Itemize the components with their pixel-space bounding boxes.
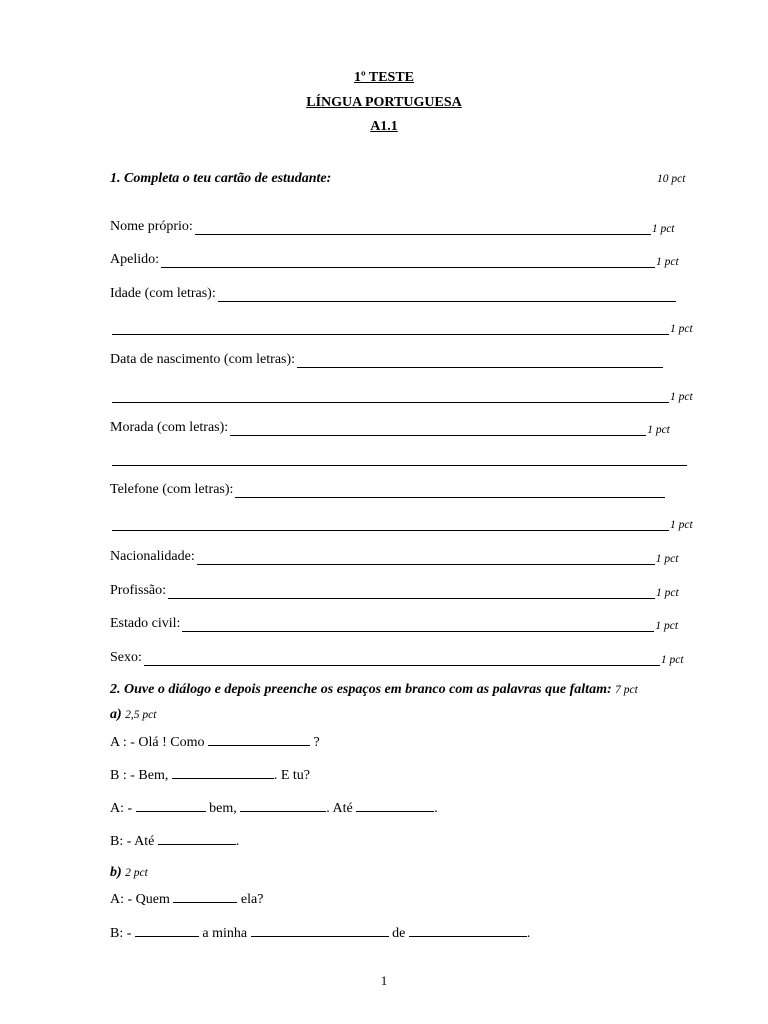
dialogue-text: . bbox=[235, 834, 240, 849]
telefone-input-line-2[interactable] bbox=[112, 517, 669, 531]
idade-input-line-2[interactable] bbox=[112, 321, 669, 335]
field-points: 1 pct bbox=[656, 256, 679, 268]
part-a-points: 2,5 pct bbox=[125, 709, 157, 721]
field-points: 1 pct bbox=[660, 654, 684, 666]
field-telefone-continued bbox=[110, 513, 693, 531]
field-points: 1 pct bbox=[647, 424, 670, 436]
morada-input-line-2[interactable] bbox=[112, 452, 687, 466]
field-sexo bbox=[110, 648, 684, 666]
page-number: 1 bbox=[380, 973, 388, 988]
dialogue-line bbox=[110, 766, 310, 784]
answer-blank[interactable] bbox=[251, 924, 389, 937]
part-a-header bbox=[110, 707, 156, 723]
field-data-nascimento bbox=[110, 350, 664, 368]
field-label: Estado civil: bbox=[110, 616, 181, 631]
field-estado-civil bbox=[110, 614, 678, 632]
dialogue-text: . bbox=[434, 801, 438, 816]
field-profissao bbox=[110, 581, 679, 599]
field-nome-proprio bbox=[110, 217, 675, 235]
field-label: Profissão: bbox=[110, 583, 166, 598]
field-nacionalidade bbox=[110, 547, 678, 565]
section2-points: 7 pct bbox=[615, 684, 638, 696]
field-points: 1 pct bbox=[670, 323, 693, 335]
part-b-letter: b) bbox=[110, 865, 122, 880]
answer-blank[interactable] bbox=[172, 766, 274, 779]
sexo-input-line[interactable] bbox=[144, 652, 660, 666]
field-label: Nome próprio: bbox=[110, 219, 193, 234]
field-label: Nacionalidade: bbox=[110, 549, 195, 564]
field-label: Data de nascimento (com letras): bbox=[110, 352, 296, 367]
subject-title: LÍNGUA PORTUGUESA bbox=[306, 95, 462, 110]
part-a-letter: a) bbox=[110, 707, 122, 722]
dialogue-line bbox=[110, 924, 530, 942]
dialogue-text: B: - bbox=[110, 926, 135, 941]
field-telefone bbox=[110, 480, 666, 498]
section1-points: 10 pct bbox=[657, 173, 686, 185]
dialogue-text: ela? bbox=[237, 892, 264, 907]
dialogue-text: B : - Bem, bbox=[110, 768, 172, 783]
field-data-nascimento-continued bbox=[110, 385, 693, 403]
level-title: A1.1 bbox=[370, 119, 398, 134]
part-b-points: 2 pct bbox=[125, 867, 148, 879]
dialogue-text: A : - Olá ! Como bbox=[110, 735, 208, 750]
profissao-input-line[interactable] bbox=[168, 585, 655, 599]
field-label: Morada (com letras): bbox=[110, 420, 229, 435]
dialogue-text: bem, bbox=[205, 801, 241, 816]
dialogue-text: de bbox=[388, 926, 409, 941]
field-points: 1 pct bbox=[656, 587, 679, 599]
dialogue-text: A: - Quem bbox=[110, 892, 174, 907]
data-nascimento-input-line-2[interactable] bbox=[112, 389, 669, 403]
test-number-title: 1º TESTE bbox=[353, 70, 414, 85]
answer-blank[interactable] bbox=[158, 832, 236, 845]
field-morada bbox=[110, 418, 670, 436]
dialogue-line bbox=[110, 832, 239, 850]
field-points: 1 pct bbox=[655, 620, 679, 632]
answer-blank[interactable] bbox=[356, 799, 434, 812]
section2-heading-row bbox=[110, 682, 638, 698]
data-nascimento-input-line[interactable] bbox=[297, 354, 663, 368]
answer-blank[interactable] bbox=[136, 799, 206, 812]
apelido-input-line[interactable] bbox=[161, 254, 655, 268]
dialogue-line bbox=[110, 799, 438, 817]
answer-blank[interactable] bbox=[135, 924, 199, 937]
dialogue-text: B: - Até bbox=[110, 834, 158, 849]
dialogue-text: . Até bbox=[326, 801, 357, 816]
field-label: Idade (com letras): bbox=[110, 286, 216, 301]
field-points: 1 pct bbox=[670, 519, 693, 531]
dialogue-text: . E tu? bbox=[273, 768, 310, 783]
field-label: Sexo: bbox=[110, 650, 142, 665]
answer-blank[interactable] bbox=[208, 733, 310, 746]
answer-blank[interactable] bbox=[173, 890, 237, 903]
field-points: 1 pct bbox=[651, 223, 675, 235]
dialogue-text: a minha bbox=[198, 926, 251, 941]
dialogue-text: A: - bbox=[110, 801, 136, 816]
field-label: Apelido: bbox=[110, 252, 159, 267]
dialogue-line bbox=[110, 733, 320, 751]
dialogue-text: ? bbox=[310, 735, 320, 750]
field-label: Telefone (com letras): bbox=[110, 482, 234, 497]
nacionalidade-input-line[interactable] bbox=[197, 551, 655, 565]
field-points: 1 pct bbox=[655, 553, 679, 565]
answer-blank[interactable] bbox=[240, 799, 326, 812]
estado-civil-input-line[interactable] bbox=[182, 618, 654, 632]
answer-blank[interactable] bbox=[409, 924, 527, 937]
field-idade bbox=[110, 284, 677, 302]
field-apelido bbox=[110, 250, 679, 268]
section2-heading: 2. Ouve o diálogo e depois preenche os espaços em branco com as palavras que faltam: bbox=[110, 682, 612, 697]
morada-input-line[interactable] bbox=[230, 422, 646, 436]
field-idade-continued bbox=[110, 317, 693, 335]
part-b-header bbox=[110, 865, 148, 881]
field-morada-continued bbox=[110, 448, 688, 466]
idade-input-line[interactable] bbox=[218, 288, 676, 302]
telefone-input-line[interactable] bbox=[235, 484, 665, 498]
dialogue-text: . bbox=[526, 926, 531, 941]
section1-heading: 1. Completa o teu cartão de estudante: bbox=[110, 171, 332, 186]
field-points: 1 pct bbox=[670, 391, 693, 403]
nome-proprio-input-line[interactable] bbox=[195, 221, 651, 235]
dialogue-line bbox=[110, 890, 263, 908]
